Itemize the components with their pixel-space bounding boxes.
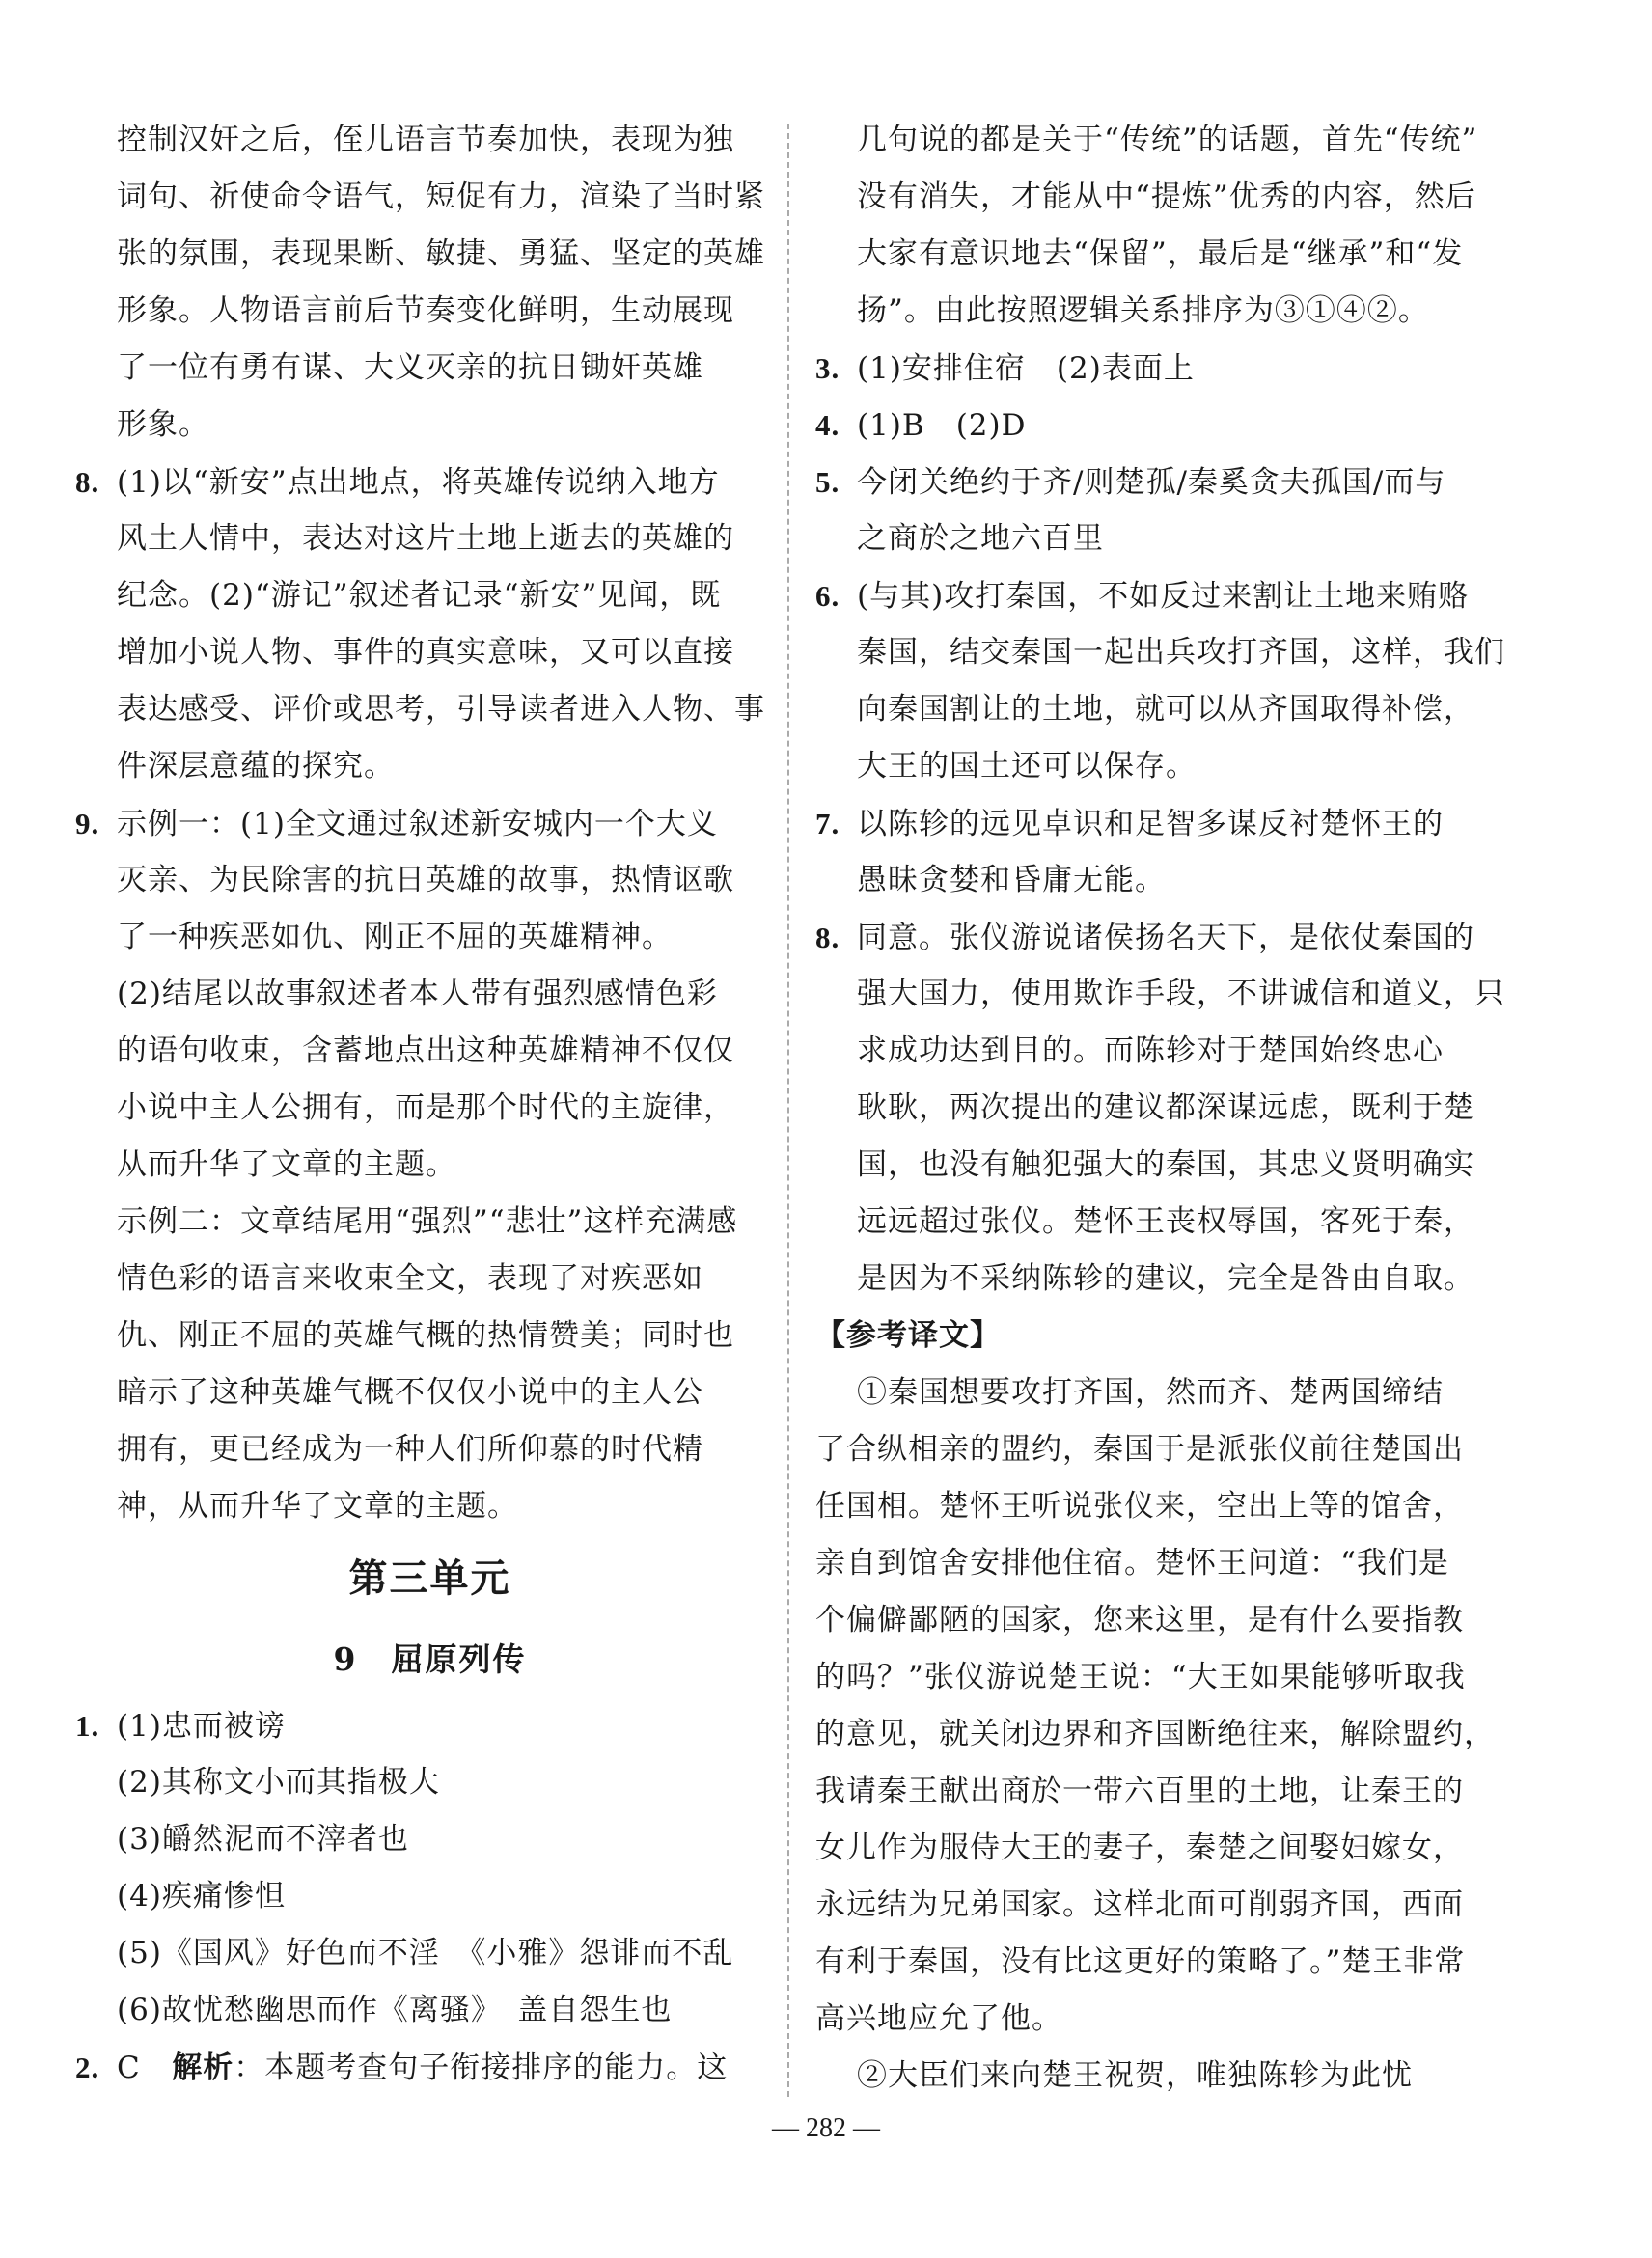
answer-number: 9.: [75, 807, 100, 840]
answer-2: 2. C 解析：本题考查句子衔接排序的能力。这: [75, 2039, 785, 2096]
answer-choice: C: [117, 2051, 141, 2085]
answer-8: 8. (1)以“新安”点出地点，将英雄传说纳入地方 风土人情中，表达对这片土地上逝去的英雄的 纪念。(2)“游记”叙述者记录“新安”见闻，既 增加小说人物、事件的真实意味，又可以直接 表达感受、评价或思考，引导读者进入人物、事 件深层意蕴的探究。: [75, 454, 785, 795]
answer-7-continuation: 控制汉奸之后，侄儿语言节奏加快，表现为独 词句、祈使命令语气，短促有力，渲染了当时紧 张的氛围，表现果断、敏捷、勇猛、坚定的英雄 形象。人物语言前后节奏变化鲜明，生动展现 了一位有勇有谋、大义灭亲的抗日锄奸英雄 形象。: [117, 123, 765, 442]
answer-number: 5.: [815, 465, 840, 499]
answer-4: 4. (1)B (2)D: [815, 397, 1496, 454]
answer-5: 5. 今闭关绝约于齐/则楚孤/秦奚贪夫孤国/而与 之商於之地六百里: [815, 454, 1496, 567]
answer-number: 1.: [75, 1709, 100, 1743]
page-number: — 282 —: [772, 2113, 880, 2143]
answer-number: 6.: [815, 579, 840, 613]
translation-paragraph-1: ①秦国想要攻打齐国，然而齐、楚两国缔结 了合纵相亲的盟约，秦国于是派张仪前往楚国出 任国相。楚怀王听说张仪来，空出上等的馆舍， 亲自到馆舍安排他住宿。楚怀王问道：“我们是 个偏僻鄙陋的国家，您来这里，是有什么要指教 的吗？”张仪游说楚王说：“大王如果能够听取我 的意见，就关闭边界和齐国断绝往来，解除盟约， 我请秦王献出商於一带六百里的土地，让秦王的 女儿作为服侍大王的妻子，秦楚之间娶妇嫁女， 永远结为兄弟国家。这样北面可削弱齐国，西面 有利于秦国，没有比这更好的策略了。”楚王非常 高兴地应允了他。: [815, 1375, 1495, 2036]
answer-3: 3. (1)安排住宿 (2)表面上: [815, 340, 1496, 397]
lesson-title: 9 屈原列传: [333, 1640, 527, 1678]
answer-8: 8. 同意。张仪游说诸侯扬名天下，是依仗秦国的 强大国力，使用欺诈手段，不讲诚信和道义，只 求成功达到目的。而陈轸对于楚国始终忠心 耿耿，两次提出的建议都深谋远虑，既利于楚 国，也没有触犯强大的秦国，其忠义贤明确实 远远超过张仪。楚怀王丧权辱国，客死于秦， 是因为不采纳陈轸的建议，完全是咎由自取。: [815, 909, 1496, 1308]
answer-number: 4.: [815, 408, 840, 442]
answer-number: 7.: [815, 807, 840, 840]
translation-paragraph-2: ②大臣们来向楚王祝贺，唯独陈轸为此忧: [857, 2058, 1413, 2093]
answer-number: 3.: [815, 351, 840, 385]
answer-6: 6. (与其)攻打秦国，不如反过来割让土地来贿赂 秦国，结交秦国一起出兵攻打齐国，这样，我们 向秦国割让的土地，就可以从齐国取得补偿， 大王的国土还可以保存。: [815, 567, 1496, 795]
translation-heading: 【参考译文】: [815, 1318, 1001, 1353]
right-column: [815, 112, 1505, 2105]
answer-number: 8.: [75, 465, 100, 499]
left-column: [75, 112, 785, 2096]
column-divider: [787, 124, 789, 2097]
answer-2-continuation: 几句说的都是关于“传统”的话题，首先“传统” 没有消失，才能从中“提炼”优秀的内容，然后 大家有意识地去“保留”，最后是“继承”和“发 扬”。由此按照逻辑关系排序为③①④②。: [857, 123, 1478, 328]
answer-number: 2.: [75, 2051, 100, 2084]
analysis-label: 解析: [172, 2051, 234, 2085]
answer-1: 1. (1)忠而被谤 (2)其称文小而其指极大 (3)皭然泥而不滓者也 (4)疾痛惨怛 (5)《国风》好色而不淫 《小雅》怨诽而不乱 (6)故忧愁幽思而作《离骚》 盖自怨生也: [75, 1697, 785, 2039]
answer-7: 7. 以陈轸的远见卓识和足智多谋反衬楚怀王的 愚昧贪婪和昏庸无能。: [815, 795, 1496, 909]
answer-9: 9. 示例一：(1)全文通过叙述新安城内一个大义 灭亲、为民除害的抗日英雄的故事，热情讴歌 了一种疾恶如仇、刚正不屈的英雄精神。 (2)结尾以故事叙述者本人带有强烈感情色彩 的语句收束，含蓄地点出这种英雄精神不仅仅 小说中主人公拥有，而是那个时代的主旋律， 从而升华了文章的主题。 示例二：文章结尾用“强烈”“悲壮”这样充满感 情色彩的语言来收束全文，表现了对疾恶如 仇、刚正不屈的英雄气概的热情赞美；同时也 暗示了这种英雄气概不仅仅小说中的主人公 拥有，更已经成为一种人们所仰慕的时代精 神，从而升华了文章的主题。: [75, 795, 785, 1535]
answer-number: 8.: [815, 921, 840, 954]
unit-title: 第三单元: [348, 1556, 511, 1601]
